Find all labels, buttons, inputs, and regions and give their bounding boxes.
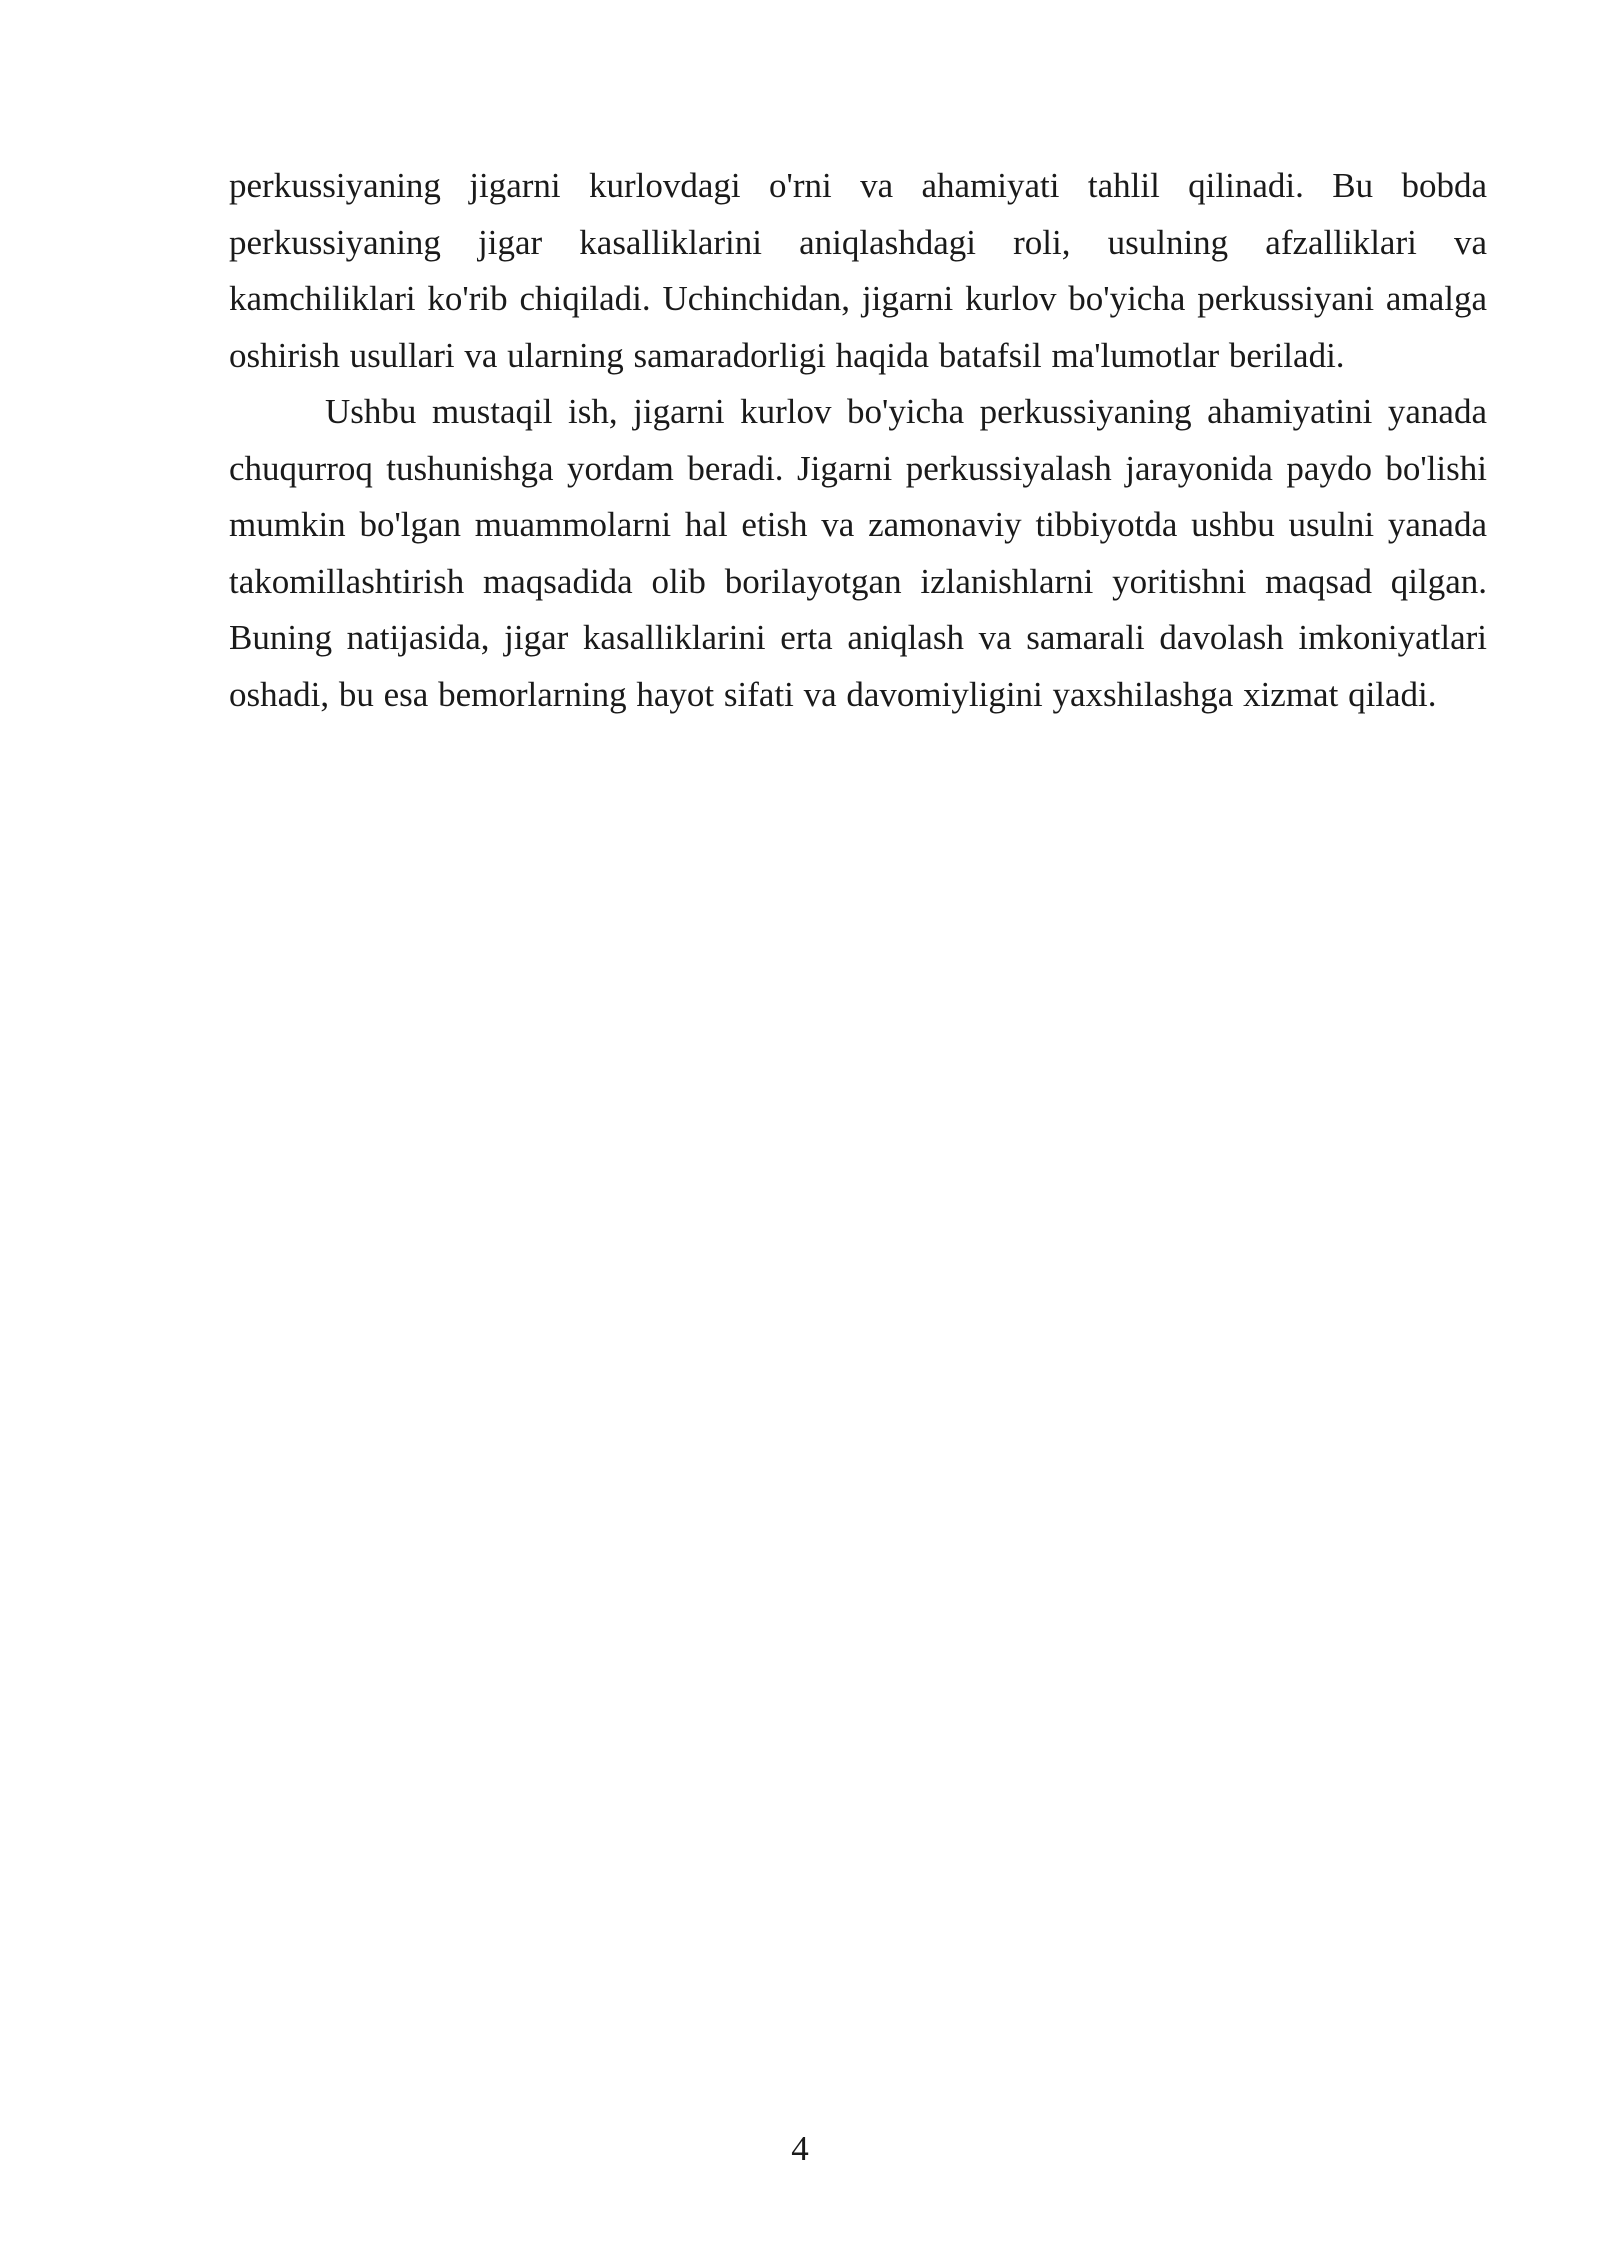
page-number: 4	[791, 2129, 809, 2168]
body-text	[229, 158, 1487, 723]
paragraph-continuation: perkussiyaning jigarni kurlovdagi o'rni va ahamiyati tahlil qilinadi. Bu bobda perkussiyaning jigar kasalliklarini aniqlashdagi roli, usulning afzalliklari va kamchiliklari ko'rib chiqiladi. Uchinchidan, jigarni kurlov bo'yicha perkussiyani amalga oshirish usullari va ularning samaradorligi haqida batafsil ma'lumotlar beriladi.	[229, 166, 1487, 375]
paragraph-conclusion: Ushbu mustaqil ish, jigarni kurlov bo'yicha perkussiyaning ahamiyatini yanada chuqurroq tushunishga yordam beradi. Jigarni perkussiyalash jarayonida paydo bo'lishi mumkin bo'lgan muammolarni hal etish va zamonaviy tibbiyotda ushbu usulni yanada takomillashtirish maqsadida olib borilayotgan izlanishlarni yoritishni maqsad qilgan. Buning natijasida, jigar kasalliklarini erta aniqlash va samarali davolash imkoniyatlari oshadi, bu esa bemorlarning hayot sifati va davomiyligini yaxshilashga xizmat qiladi.	[229, 392, 1487, 714]
